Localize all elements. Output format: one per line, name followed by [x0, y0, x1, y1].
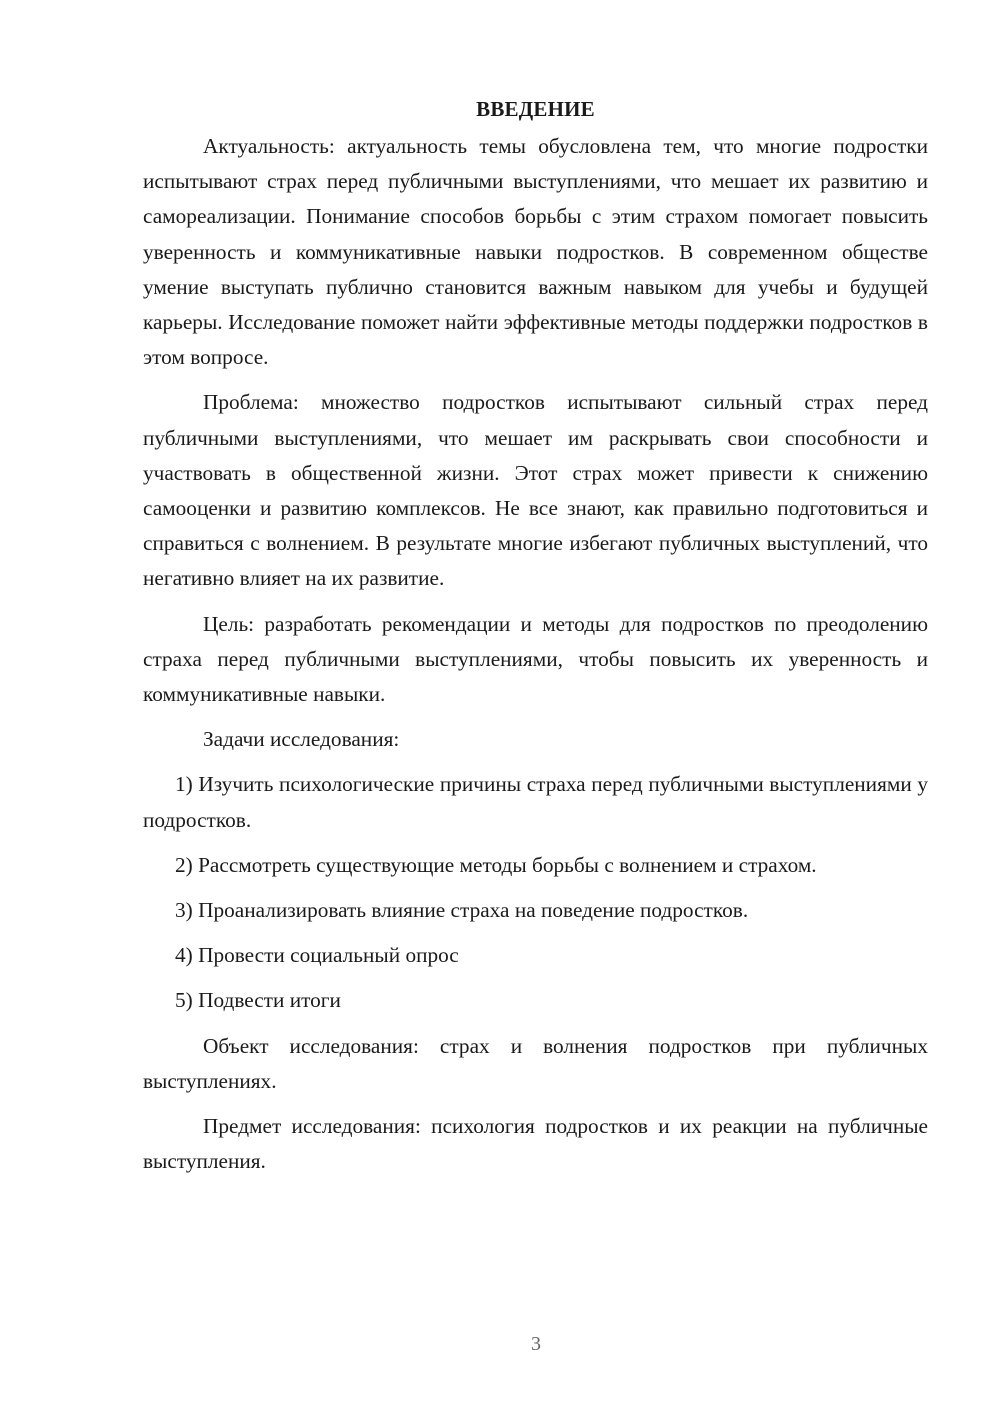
- list-item: 2) Рассмотреть существующие методы борьбы с волнением и страхом.: [175, 852, 817, 877]
- relevance-paragraph: Актуальность: актуальность темы обусловлена тем, что многие подростки испытывают страх перед публичными выступлениями, что мешает их развитию и самореализации. Понимание способов борьбы с этим страхом помогает повысить уверенность и коммуникативные навыки подростков. В современном обществе умение выступать публично становится важным навыком для учебы и будущей карьеры. Исследование поможет найти эффективные методы поддержки подростков в этом вопросе.: [143, 134, 928, 370]
- object-paragraph: Объект исследования: страх и волнения подростков при публичных выступлениях.: [143, 1033, 928, 1093]
- page-title: ВВЕДЕНИЕ: [476, 97, 595, 121]
- document-page: [143, 92, 928, 1189]
- subject-paragraph: Предмет исследования: психология подростков и их реакции на публичные выступления.: [143, 1114, 928, 1174]
- list-item: 4) Провести социальный опрос: [175, 943, 459, 968]
- list-item: 5) Подвести итоги: [175, 988, 341, 1013]
- tasks-heading: Задачи исследования:: [203, 727, 400, 752]
- goal-paragraph: Цель: разработать рекомендации и методы для подростков по преодолению страха перед публичными выступлениями, чтобы повысить их уверенность и коммуникативные навыки.: [143, 611, 928, 707]
- problem-paragraph: Проблема: множество подростков испытывают сильный страх перед публичными выступлениями, что мешает им раскрывать свои способности и участвовать в общественной жизни. Этот страх может привести к снижению самооценки и развитию комплексов. Не все знают, как правильно подготовиться и справиться с волнением. В результате многие избегают публичных выступлений, что негативно влияет на их развитие.: [143, 390, 928, 591]
- page-number: 3: [531, 1333, 541, 1355]
- tasks-list: [143, 767, 928, 1018]
- list-item: 1) Изучить психологические причины страха перед публичными выступлениями у подростков.: [143, 772, 928, 832]
- list-item: 3) Проанализировать влияние страха на поведение подростков.: [175, 898, 749, 923]
